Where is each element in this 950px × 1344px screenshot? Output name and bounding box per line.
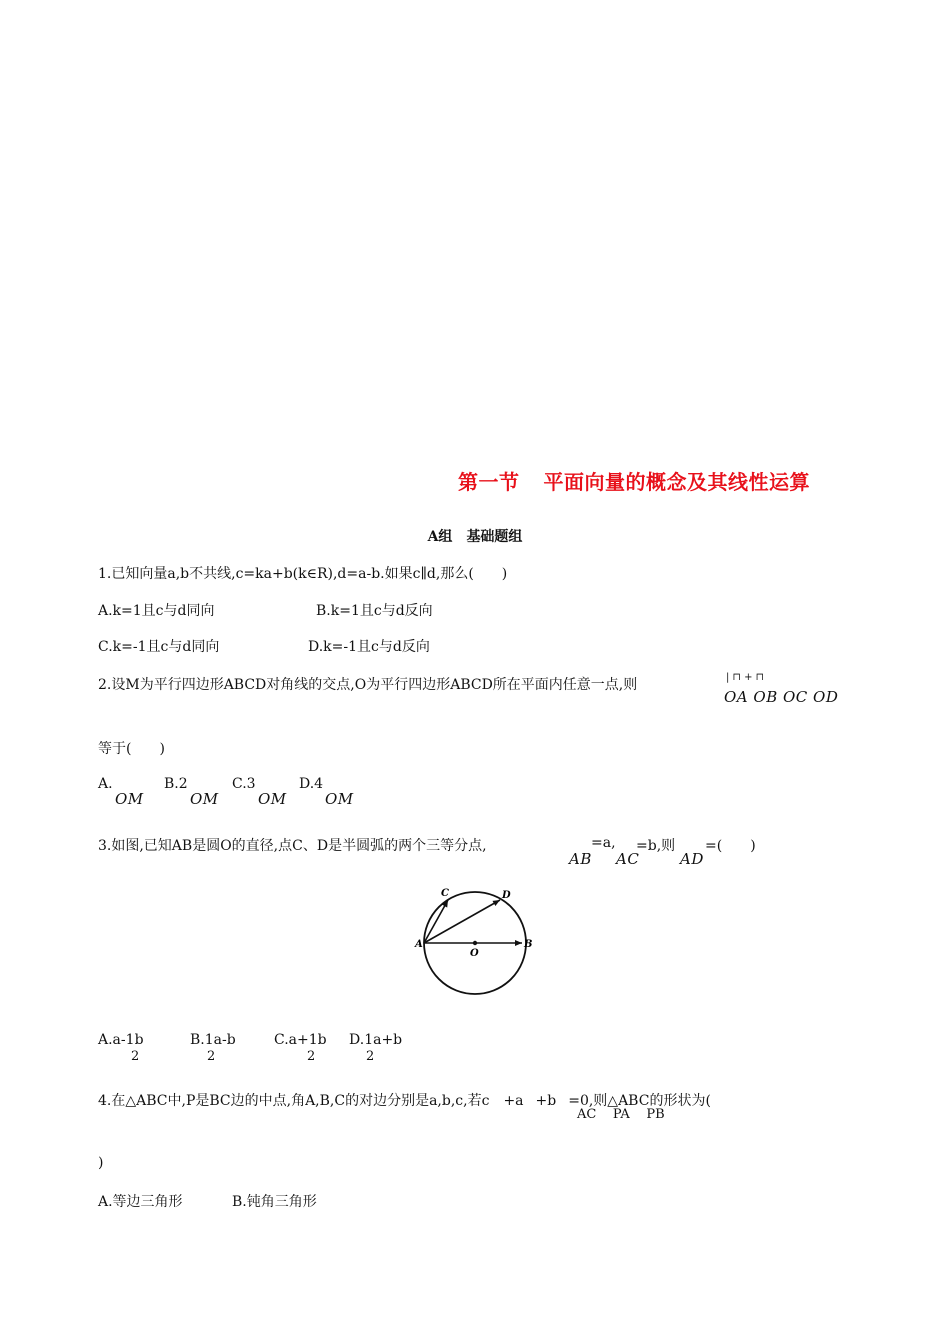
question-3-option-c-denominator: 2: [307, 1049, 316, 1064]
question-3-option-b-denominator: 2: [207, 1049, 216, 1064]
question-2-option-b-vector: OM: [190, 790, 219, 808]
question-2-option-d-vector: OM: [325, 790, 354, 808]
question-2-option-d: D.4: [299, 776, 324, 792]
question-3-vector-ad: AD: [680, 850, 704, 868]
question-4-vector-subscripts: AC PA PB: [577, 1107, 665, 1122]
question-2-option-a: A.: [98, 776, 113, 792]
label-b: B: [524, 939, 533, 950]
question-2-vector-marks: | ⊓ + ⊓: [726, 672, 765, 683]
question-1-stem: 1.已知向量a,b不共线,c=ka+b(k∈R),d=a-b.如果c∥d,那么( ): [98, 566, 508, 582]
group-letter: A组: [427, 529, 453, 545]
question-3-eq-result: =( ): [705, 838, 756, 854]
section-name: 平面向量的概念及其线性运算: [543, 470, 810, 494]
question-2-option-a-vector: OM: [115, 790, 144, 808]
question-1-option-a: A.k=1且c与d同向: [98, 603, 215, 619]
group-label: [0, 526, 950, 546]
question-2-option-c-vector: OM: [258, 790, 287, 808]
question-3-option-d: D.1a+b: [349, 1032, 403, 1048]
question-2-option-b: B.2: [164, 776, 188, 792]
question-3-eq-b: =b,则: [636, 838, 676, 854]
group-name: 基础题组: [466, 529, 523, 545]
question-1-option-d: D.k=-1且c与d反向: [308, 639, 430, 655]
question-2-continuation: 等于( ): [98, 741, 165, 757]
question-3-circle-figure: [412, 884, 542, 1000]
section-number: 第一节: [458, 470, 520, 494]
question-4-continuation: ): [98, 1155, 104, 1171]
question-3-stem: 3.如图,已知AB是圆O的直径,点C、D是半圆弧的两个三等分点,: [98, 838, 487, 854]
question-4-option-b: B.钝角三角形: [232, 1194, 317, 1210]
question-3-option-c: C.a+1b: [274, 1032, 327, 1048]
question-3-option-a: A.a-1b: [98, 1032, 144, 1048]
question-1-option-b: B.k=1且c与d反向: [316, 603, 433, 619]
question-2-stem: 2.设M为平行四边形ABCD对角线的交点,O为平行四边形ABCD所在平面内任意一点,则: [98, 677, 638, 693]
question-3-vector-ab: AB: [569, 850, 592, 868]
question-4-stem: 4.在△ABC中,P是BC边的中点,角A,B,C的对边分别是a,b,c,若c +a +b =0,则△ABC的形状为(: [98, 1093, 711, 1109]
label-d: D: [502, 890, 511, 901]
question-1-option-c: C.k=-1且c与d同向: [98, 639, 220, 655]
label-o: O: [470, 948, 479, 959]
question-3-option-a-denominator: 2: [131, 1049, 140, 1064]
section-title: [458, 466, 810, 495]
label-c: C: [441, 888, 449, 899]
question-3-vector-ac: AC: [616, 850, 640, 868]
question-3-eq-a: =a,: [591, 835, 616, 851]
question-4-option-a: A.等边三角形: [98, 1194, 183, 1210]
question-3-option-d-denominator: 2: [366, 1049, 375, 1064]
question-2-vectors: OA OB OC OD: [724, 688, 839, 706]
question-2-option-c: C.3: [232, 776, 256, 792]
label-a: A: [415, 939, 423, 950]
question-3-option-b: B.1a-b: [190, 1032, 236, 1048]
center-point: [473, 941, 477, 945]
